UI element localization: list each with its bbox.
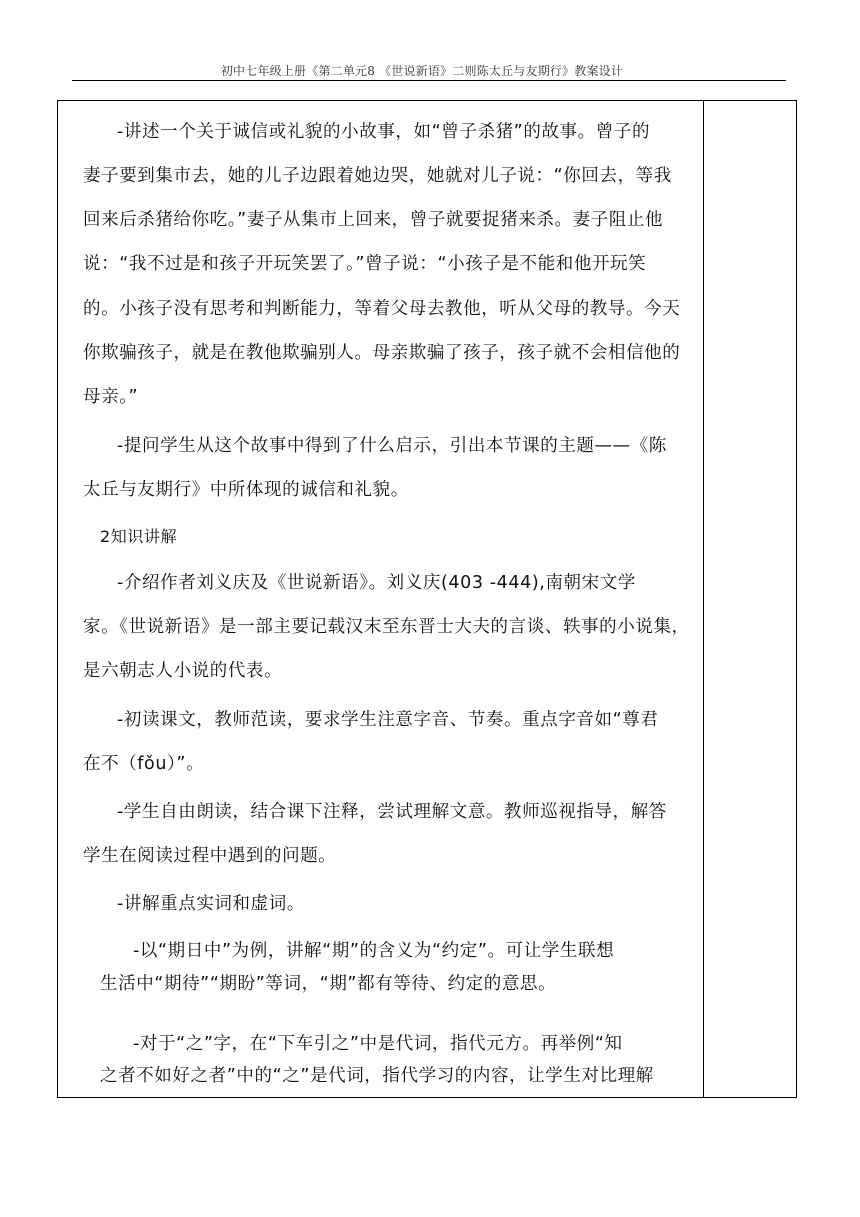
text-line: 在不（fǒu）”。 xyxy=(83,754,205,774)
text-line: 家。《世说新语》是一部主要记载汉末至东晋士大夫的言谈、轶事的小说集， xyxy=(83,617,690,637)
text-line: 回来后杀猪给你吃。”妻子从集市上回来，曾子就要捉猪来杀。妻子阻止他 xyxy=(83,210,664,230)
header-rule xyxy=(72,80,786,81)
text-line: 的。小孩子没有思考和判断能力，等着父母去教他，听从父母的教导。今天 xyxy=(83,299,681,319)
text-line: 生活中“期待”“期盼”等词，“期”都有等待、约定的意思。 xyxy=(100,974,557,994)
text-line: -提问学生从这个故事中得到了什么启示，引出本节课的主题——《陈 xyxy=(117,436,667,456)
text-line: 之者不如好之者”中的“之”是代词，指代学习的内容，让学生对比理解 xyxy=(100,1066,654,1086)
text-line: 母亲。” xyxy=(83,387,139,407)
text-line: 说：“我不过是和孩子开玩笑罢了。”曾子说：“小孩子是不能和他开玩笑 xyxy=(83,254,647,274)
table-column-divider xyxy=(703,100,704,1098)
text-line: 是六朝志人小说的代表。 xyxy=(83,661,283,681)
text-line: 你欺骗孩子，就是在教他欺骗别人。母亲欺骗了孩子，孩子就不会相信他的 xyxy=(83,343,681,363)
text-line: -介绍作者刘义庆及《世说新语》。刘义庆(403 -444),南朝宋文学 xyxy=(117,573,636,593)
text-line: -学生自由朗读，结合课下注释，尝试理解文意。教师巡视指导，解答 xyxy=(117,802,667,822)
text-line: 太丘与友期行》中所体现的诚信和礼貌。 xyxy=(83,480,409,500)
text-line: -讲解重点实词和虚词。 xyxy=(117,894,305,914)
text-line: -讲述一个关于诚信或礼貌的小故事，如“曾子杀猪”的故事。曾子的 xyxy=(117,122,651,142)
section-heading: 2知识讲解 xyxy=(100,527,178,546)
page-header: 初中七年级上册《第二单元8 《世说新语》二则陈太丘与友期行》教案设计 xyxy=(220,64,624,78)
text-line: -对于“之”字，在“下车引之”中是代词，指代元方。再举例“知 xyxy=(133,1034,623,1054)
text-line: 妻子要到集市去，她的儿子边跟着她边哭，她就对儿子说：“你回去，等我 xyxy=(83,166,672,186)
text-line: -以“期日中”为例，讲解“期”的含义为“约定”。可让学生联想 xyxy=(133,941,615,961)
text-line: -初读课文，教师范读，要求学生注意字音、节奏。重点字音如“尊君 xyxy=(117,710,659,730)
text-line: 学生在阅读过程中遇到的问题。 xyxy=(83,846,337,866)
